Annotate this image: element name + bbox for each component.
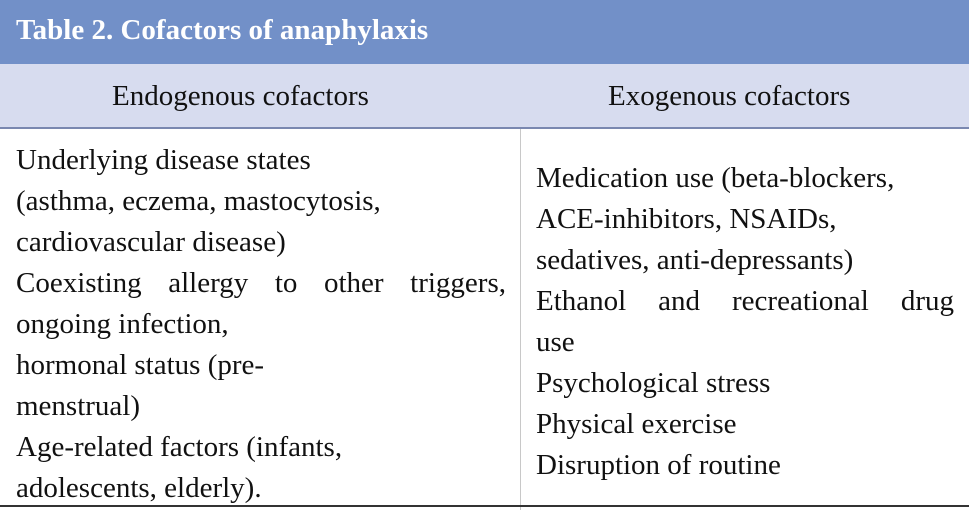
column-divider xyxy=(520,129,521,510)
column-header-endogenous: Endogenous cofactors xyxy=(112,80,369,112)
endogenous-line: hormonal status (pre- xyxy=(16,349,265,381)
endogenous-line: cardiovascular disease) xyxy=(16,226,286,258)
exogenous-line: Physical exercise xyxy=(536,408,737,440)
endogenous-line: Underlying disease states xyxy=(16,144,311,176)
exogenous-line: Ethanol and recreational drug xyxy=(536,285,954,317)
endogenous-line: menstrual) xyxy=(16,390,141,422)
table-bottom-rule xyxy=(0,505,969,507)
header-divider xyxy=(0,127,969,129)
column-header-exogenous: Exogenous cofactors xyxy=(608,80,851,112)
table-title-bar xyxy=(0,0,969,64)
endogenous-line: adolescents, elderly). xyxy=(16,472,262,504)
exogenous-cofactors-cell xyxy=(536,158,954,486)
endogenous-line: Coexisting allergy to other triggers, xyxy=(16,267,506,299)
table-title: Table 2. Cofactors of anaphylaxis xyxy=(16,14,429,46)
endogenous-line: (asthma, eczema, mastocytosis, xyxy=(16,185,381,217)
exogenous-line: Medication use (beta-blockers, xyxy=(536,162,895,194)
exogenous-line: Psychological stress xyxy=(536,367,771,399)
endogenous-cofactors-cell xyxy=(16,140,506,509)
exogenous-line: Disruption of routine xyxy=(536,449,781,481)
exogenous-line: sedatives, anti-depressants) xyxy=(536,244,854,276)
exogenous-line: ACE-inhibitors, NSAIDs, xyxy=(536,203,837,235)
exogenous-line: use xyxy=(536,326,575,358)
endogenous-line: ongoing infection, xyxy=(16,308,229,340)
endogenous-line: Age-related factors (infants, xyxy=(16,431,343,463)
